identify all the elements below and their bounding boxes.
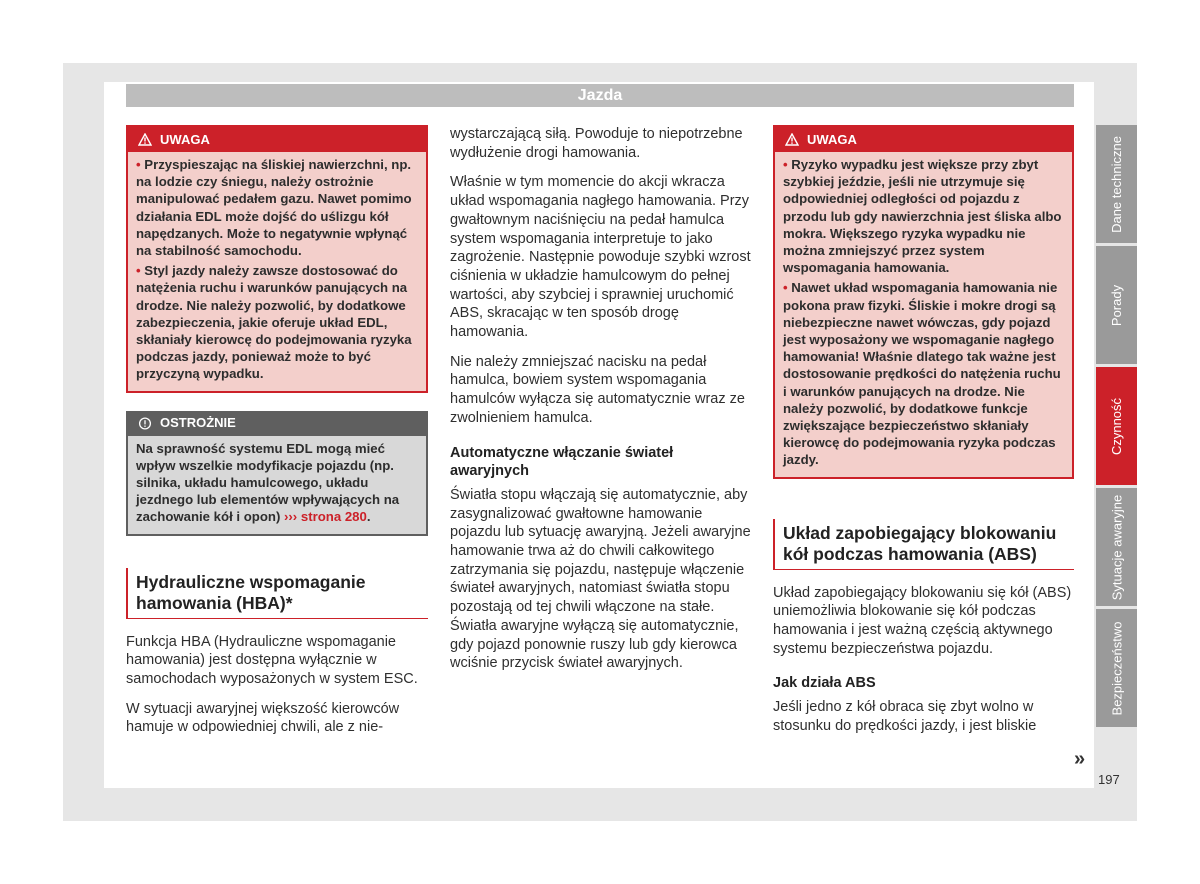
page-reference-link[interactable]: ››› strona 280 xyxy=(284,509,367,525)
tab-sytuacje-awaryjne[interactable]: Sytuacje awaryjne xyxy=(1096,488,1137,606)
warning-box xyxy=(126,125,428,393)
section-heading: Hydrauliczne wspomaganie hamowania (HBA)* xyxy=(126,568,428,619)
subheading: Jak działa ABS xyxy=(773,675,876,692)
paragraph: Właśnie w tym momencie do akcji wkracza układ wspomagania nagłego hamowania. Przy gwałtownym naciśnięciu na pedał hamulca system wspomagania interpretuje to jako zagrożenie. Następnie powoduje szybki wzrost ciśnienia w układzie hamulcowym do pełnej wartości, aby szybciej i sprawniej uruchomić ABS, skracając w ten sposób drogę hamowania. xyxy=(450,174,751,341)
warning-item: • Nawet układ wspomagania hamowania nie pokona praw fizyki. Śliskie i mokre drogi są niebezpieczne nawet wówczas, gdy pojazd jest wyposażony we wspomaganie nagłego hamowania! Właśnie dlatego tak ważne jest dostosowanie prędkości do natężenia ruchu i warunków panujących na drodze. Nie należy pozwolić, by dodatkowe funkcje zwiększające bezpieczeństwo skłaniały kierowcę do podejmowania ryzyka podczas jazdy. xyxy=(783,280,1061,468)
paragraph: Nie należy zmniejszać nacisku na pedał hamulca, bowiem system wspomagania hamulców wyłącza się automatycznie wraz ze zwolnieniem hamulca. xyxy=(450,353,745,426)
tab-bezpieczenstwo[interactable]: Bezpieczeństwo xyxy=(1096,609,1137,727)
warning-label: UWAGA xyxy=(160,131,210,147)
paragraph: Funkcja HBA (Hydrauliczne wspomaganie hamowania) jest dostępna wyłącznie w samochodach wyposażonych w system ESC. xyxy=(126,633,418,688)
column-left xyxy=(126,125,428,748)
section-heading: Układ zapobiegający blokowaniu kół podczas hamowania (ABS) xyxy=(773,519,1074,570)
paragraph: Światła stopu włączają się automatycznie, aby zasygnalizować gwałtowne hamowanie pojazdu lub sytuację awaryjną. Jeżeli awaryjne hamowanie trwa aż do chwili całkowitego zatrzymania się pojazdu, następuje włączenie świateł awaryjnych, natomiast światła stopu pozostają od tej chwili włączone na stałe. Światła awaryjne wyłączą się automatycznie, gdy pojazd ponownie ruszy lub gdy kierowca wciśnie przycisk świateł awaryjnych. xyxy=(450,486,751,672)
warning-label: UWAGA xyxy=(807,131,857,147)
tab-czynnosc[interactable]: Czynność xyxy=(1096,367,1137,485)
caution-text: Na sprawność systemu EDL mogą mieć wpływ wszelkie modyfikacje pojazdu (np. silnika, układu hamulcowego, układu jezdnego lub elementów wpływających na zachowanie kół i opon) xyxy=(136,440,400,525)
tab-porady[interactable]: Porady xyxy=(1096,246,1137,364)
tab-dane-techniczne[interactable]: Dane techniczne xyxy=(1096,125,1137,243)
column-middle xyxy=(450,125,752,684)
caution-label: OSTROŻNIE xyxy=(160,415,236,431)
chapter-tabs xyxy=(1096,125,1137,730)
warning-triangle-icon xyxy=(138,133,152,146)
column-right xyxy=(773,125,1074,747)
warning-triangle-icon xyxy=(785,133,799,146)
warning-box xyxy=(773,125,1074,479)
paragraph: W sytuacji awaryjnej większość kierowców hamuje w odpowiedniej chwili, ale z nie- xyxy=(126,700,400,736)
page-number: 197 xyxy=(1098,772,1120,787)
paragraph: wystarczającą siłą. Powoduje to niepotrzebne wydłużenie drogi hamowania. xyxy=(450,126,743,161)
subheading: Automatyczne włączanie świateł awaryjnych xyxy=(450,444,674,480)
warning-item: • Przyspieszając na śliskiej nawierzchni, np. na lodzie czy śniegu, należy ostrożnie manipulować pedałem gazu. Nawet pomimo działania EDL może dojść do uślizgu kół napędzanych. Może to negatywnie wpłynąć na stabilność samochodu. xyxy=(136,157,412,259)
paragraph: Układ zapobiegający blokowaniu się kół (ABS) uniemożliwia blokowanie się kół podczas hamowania i jest ważną częścią aktywnego systemu bezpieczeństwa pojazdu. xyxy=(773,584,1072,657)
warning-item: • Ryzyko wypadku jest większe przy zbyt szybkiej jeździe, jeśli nie utrzymuje się odpowiedniej odległości od pojazdu z przodu lub gdy nawierzchnia jest śliska albo mokra. Większego ryzyka wypadku nie można zmniejszyć przez system wspomagania hamowania. xyxy=(783,157,1062,276)
chapter-header: Jazda xyxy=(126,84,1074,107)
caution-box: OSTROŻNIE Na sprawność systemu EDL mogą mieć wpływ wszelkie modyfikacje pojazdu (np. silnika, układu hamulcowego, układu jezdnego lub elementów wpływających na zachowanie kół i opon) ››› strona 280. xyxy=(126,411,428,536)
info-circle-icon xyxy=(138,417,152,430)
paragraph: Jeśli jedno z kół obraca się zbyt wolno w stosunku do prędkości jazdy, i jest bliskie xyxy=(773,699,1037,734)
continue-icon: » xyxy=(1074,748,1086,770)
warning-item: • Styl jazdy należy zawsze dostosować do natężenia ruchu i warunków panujących na drodze. Nie należy pozwolić, by dodatkowe zabezpieczenia, jakie oferuje układ EDL, skłaniały kierowcę do podejmowania ryzyka podczas jazdy, ponieważ może to być przyczyną wypadku. xyxy=(136,263,412,382)
